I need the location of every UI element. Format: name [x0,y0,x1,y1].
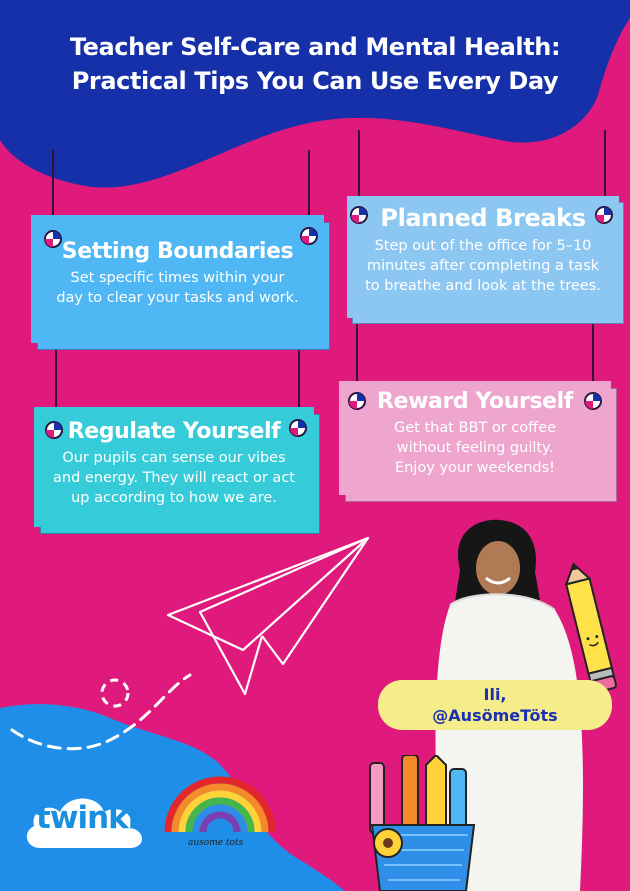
card-regulate-yourself [34,407,314,527]
author-tag [378,680,612,730]
card-text [347,236,619,296]
card-text-line: to breathe and look at the trees. [365,278,601,294]
card-heading: Reward Yourself [377,389,573,414]
card-text-line: Enjoy your weekends! [395,460,555,476]
ausome-tots-logo: ausome tots [188,838,244,848]
card-text-line: up according to how we are. [71,490,277,506]
card-planned-breaks [347,196,619,318]
card-text-line: Step out of the office for 5–10 [374,238,592,254]
pin-icon [349,205,369,225]
card-heading: Setting Boundaries [61,239,294,264]
pin-icon [43,229,63,249]
pencil-icon [560,560,620,700]
pin-icon [299,226,319,246]
author-handle: @AusömeTöts [432,706,558,725]
card-text-line: and energy. They will react or act [53,470,295,486]
card-text [31,268,324,308]
trail-loop [102,680,128,706]
title-line-2: Practical Tips You Can Use Every Day [71,67,559,95]
paper-plane-icon [168,538,368,694]
pencil-cup-icon [358,755,488,891]
twinkl-logo: twinkl [36,800,138,836]
card-setting-boundaries [31,215,324,343]
pin-icon [44,420,64,440]
card-text-line: without feeling guilty. [396,440,554,456]
rainbow-icon [160,766,280,836]
card-text-line: minutes after completing a task [366,258,600,274]
card-text-line: Set specific times within your [70,270,285,286]
pin-icon [288,418,308,438]
pin-icon [347,391,367,411]
card-reward-yourself [339,381,611,495]
card-heading: Planned Breaks [380,204,586,232]
card-text [34,448,314,508]
title-line-1: Teacher Self-Care and Mental Health: [69,33,561,61]
page-title [30,30,600,98]
card-text-line: Get that BBT or coffee [394,420,556,436]
card-text-line: Our pupils can sense our vibes [62,450,286,466]
author-name: Ili, [483,685,507,704]
pin-icon [594,205,614,225]
card-heading: Regulate Yourself [67,419,281,444]
card-text [339,418,611,478]
card-text-line: day to clear your tasks and work. [56,290,299,306]
pin-icon [583,391,603,411]
